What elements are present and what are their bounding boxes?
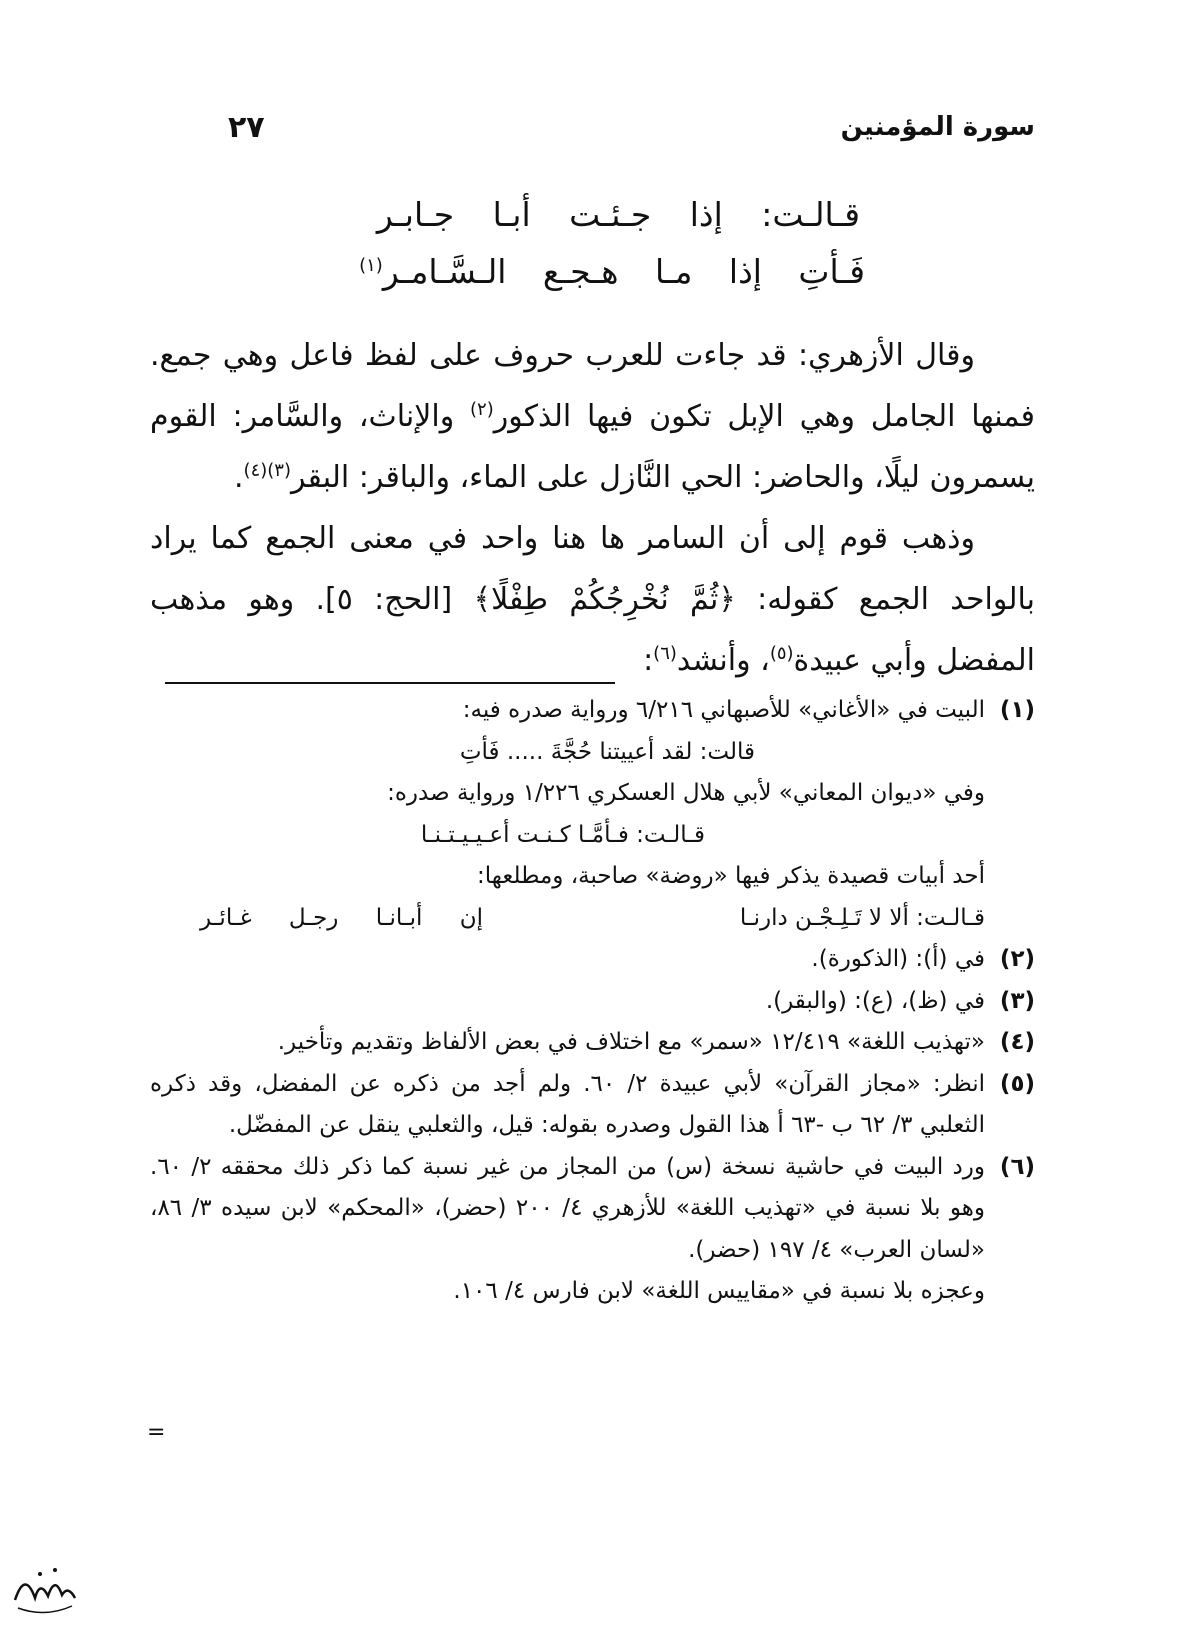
footnote-1-hemistich-1: قـالـت: ألا لا تَـلِـجْـن دارنـا <box>739 904 985 931</box>
calligraphy-logo <box>10 1560 80 1620</box>
footnote-1-quote-1: قالت: لقد أعييتنا حُجَّةَ ..... فَأتِ <box>459 738 755 765</box>
footnote-ref-2: (٢) <box>470 399 494 420</box>
footnote-number: (٦) <box>999 1153 1035 1180</box>
footnote-1-line-a: البيت في «الأغاني» للأصبهاني ٦/٢١٦ ورواية صدره فيه: <box>462 697 985 723</box>
footnote-4-text: «تهذيب اللغة» ١٢/٤١٩ «سمر» مع اختلاف في بعض الألفاظ وتقديم وتأخير. <box>277 1029 985 1055</box>
page-number: ٢٧ <box>228 110 265 145</box>
surah-title: سورة المؤمنين <box>840 112 1035 142</box>
footnote-ref-6: (٦) <box>653 643 677 664</box>
verse-line-2 <box>359 252 865 291</box>
footnote-6-text: ورد البيت في حاشية نسخة (س) من المجاز من غير نسبة كما ذكر ذلك محققه ٢/ ٦٠. وهو بلا نسبة في «تهذيب اللغة» للأزهري ٤/ ٢٠٠ (حضر)، «المحكم» لابن سيده ٣/ ٨٦، «لسان العرب» ٤/ ١٩٧ (حضر). <box>150 1153 986 1263</box>
footnote-3 <box>150 981 1035 1023</box>
footnote-6 <box>150 1147 1035 1313</box>
footnote-1-hemistich-2: إن أبـانـا رجـل غـائـر <box>200 904 483 931</box>
footnote-5-text: انظر: «مجاز القرآن» لأبي عبيدة ٢/ ٦٠. ولم أجد من ذكره عن المفضل، وقد ذكره الثعلبي ٣/ ٦٢ ب -٦٣ أ هذا القول وصدره بقوله: قيل، والثعلبي ينقل عن المفضّل. <box>150 1070 986 1138</box>
paragraph-2 <box>150 508 1035 691</box>
footnote-number: (٣) <box>999 987 1035 1014</box>
footnote-4 <box>150 1022 1035 1064</box>
p2-text-a: وذهب قوم إلى أن السامر ها هنا واحد في معنى الجمع كما يراد بالواحد الجمع كقوله: ﴿ثُمَّ نُخْرِجُكُمْ طِفْلًا﴾ [الحج: ٥]. وهو مذهب المفضل وأبي عبيدة <box>150 521 1035 678</box>
paragraph-1 <box>150 325 1035 508</box>
footnote-separator <box>165 682 615 684</box>
footnote-number: (١) <box>999 697 1035 723</box>
footnote-ref-1: (١) <box>359 255 383 276</box>
footnote-ref-3-4: (٣)(٤) <box>243 460 291 481</box>
footnote-number: (٥) <box>999 1070 1035 1097</box>
footnote-1-line-e: أحد أبيات قصيدة يذكر فيها «روضة» صاحبة، ومطلعها: <box>477 863 985 889</box>
verse-line-2-text: فَـأتِ إذا مـا هـجـع الـسَّـامـر <box>382 252 865 291</box>
footnote-number: (٤) <box>999 1029 1035 1055</box>
continuation-mark: = <box>147 1420 166 1445</box>
footnote-6-text-b: وعجزه بلا نسبة في «مقاييس اللغة» لابن فارس ٤/ ١٠٦. <box>453 1278 985 1304</box>
footnote-2-text: في (أ): (الذكورة). <box>811 946 985 972</box>
p1-text-a: وقال الأزهري: قد جاءت للعرب حروف على لفظ فاعل وهي جمع. فمنها الجامل وهي الإبل تكون فيها الذكور <box>150 338 1035 434</box>
footnote-1 <box>150 690 1035 939</box>
footnote-3-text: في (ظ)، (ع): (والبقر). <box>765 987 985 1014</box>
footnote-ref-5: (٥) <box>769 643 794 664</box>
p1-text-c: . <box>234 460 244 495</box>
footnote-5 <box>150 1064 1035 1147</box>
footnote-number: (٢) <box>999 946 1035 972</box>
p2-text-b: ، وأنشد <box>676 643 770 678</box>
p1-text-b: والإناث، والسَّامر: القوم يسمرون ليلًا، والحاضر: الحي النَّازل على الماء، والباقر: البقر <box>150 399 1035 495</box>
p2-text-c: : <box>643 643 654 678</box>
footnote-1-quote-2: قـالـت: فـأمَّـا كـنـت أعـيـيـتـنـا <box>420 821 705 848</box>
footnote-1-line-c: وفي «ديوان المعاني» لأبي هلال العسكري ١/٢٢٦ ورواية صدره: <box>387 780 985 806</box>
footnote-1-verse <box>150 898 985 940</box>
main-text <box>150 325 1035 691</box>
verse-line-1: قـالـت: إذا جـئـت أبـا جـابـر <box>376 195 860 234</box>
footnote-2 <box>150 939 1035 981</box>
footnotes <box>150 690 1035 1313</box>
